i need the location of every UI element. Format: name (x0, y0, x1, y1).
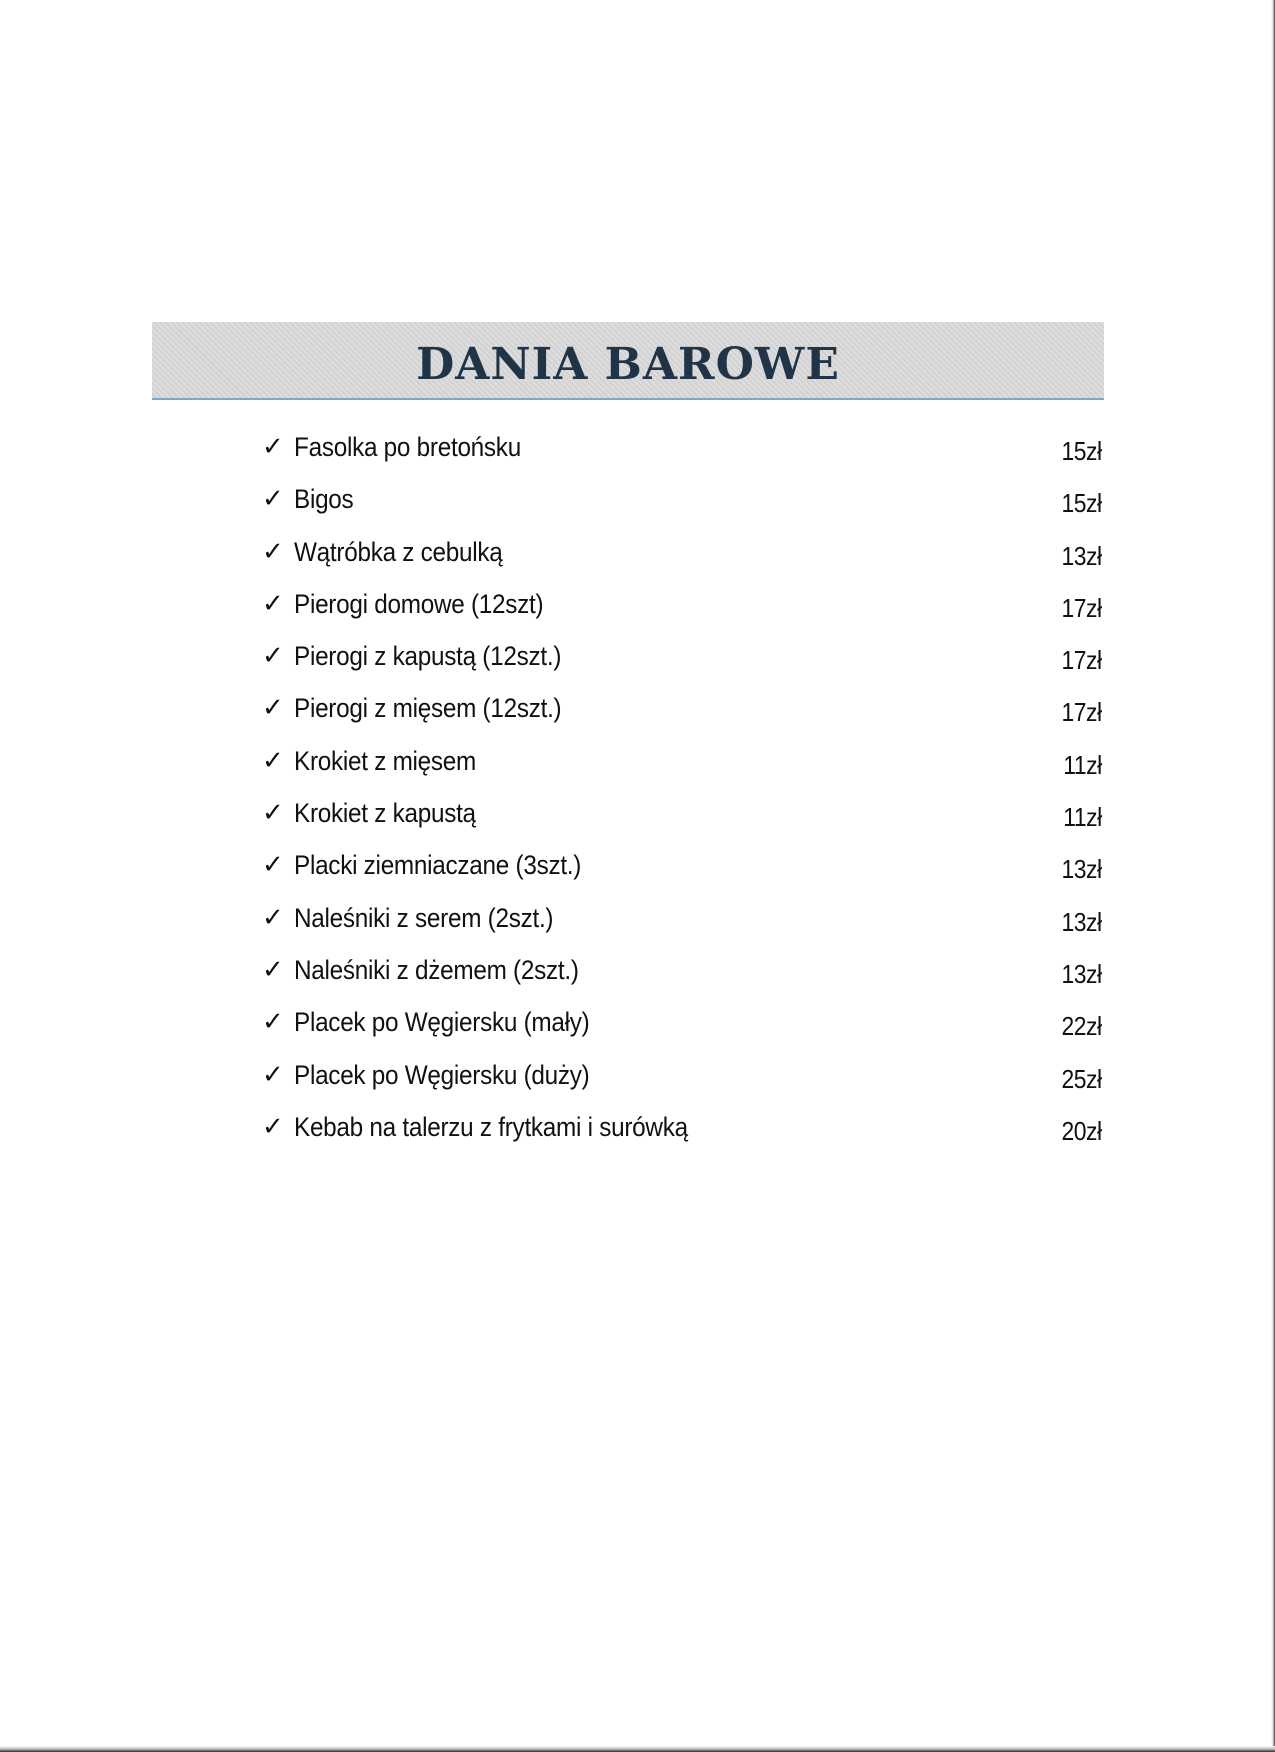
scan-edge-bottom (0, 1746, 1275, 1752)
check-icon: ✓ (262, 954, 284, 985)
item-price: 11zł (1063, 749, 1102, 780)
check-icon: ✓ (262, 745, 284, 776)
item-name: Fasolka po bretońsku (294, 432, 521, 462)
check-icon: ✓ (262, 1059, 284, 1090)
item-name: Naleśniki z dżemem (2szt.) (294, 954, 579, 985)
item-price: 25zł (1061, 1063, 1102, 1094)
check-icon: ✓ (262, 798, 284, 829)
page-title: DANIA BAROWE (416, 338, 840, 390)
check-icon: ✓ (262, 641, 284, 672)
list-item (262, 1110, 1102, 1162)
list-item (262, 587, 1102, 639)
check-icon: ✓ (262, 1007, 284, 1038)
list-item (262, 691, 1102, 743)
item-name: Bigos (294, 484, 354, 515)
check-icon: ✓ (262, 1111, 284, 1142)
check-icon: ✓ (262, 432, 284, 462)
item-price: 13zł (1061, 854, 1102, 885)
item-name: Pierogi z mięsem (12szt.) (294, 693, 562, 724)
list-item (262, 1058, 1102, 1110)
item-name: Naleśniki z serem (2szt.) (294, 902, 554, 933)
item-name: Pierogi z kapustą (12szt.) (294, 641, 562, 672)
list-item (262, 1005, 1102, 1057)
list-item (262, 482, 1102, 534)
item-price: 13zł (1061, 540, 1102, 571)
list-item (262, 639, 1102, 691)
item-price: 17zł (1061, 697, 1102, 728)
list-item (262, 796, 1102, 848)
title-band (152, 322, 1104, 400)
item-price: 11zł (1063, 802, 1102, 833)
list-item (262, 430, 1102, 482)
item-name: Krokiet z kapustą (294, 798, 476, 829)
check-icon: ✓ (262, 536, 284, 567)
item-name: Placek po Węgiersku (mały) (294, 1007, 590, 1038)
scan-edge-right (1271, 0, 1275, 1752)
list-item (262, 535, 1102, 587)
item-name: Placki ziemniaczane (3szt.) (294, 850, 582, 881)
item-price: 13zł (1061, 906, 1102, 937)
check-icon: ✓ (262, 588, 284, 619)
menu-list (262, 430, 1102, 1162)
check-icon: ✓ (262, 693, 284, 724)
list-item (262, 901, 1102, 953)
check-icon: ✓ (262, 484, 284, 515)
item-price: 13zł (1061, 958, 1102, 989)
item-name: Pierogi domowe (12szt) (294, 588, 544, 619)
list-item (262, 848, 1102, 900)
item-name: Wątróbka z cebulką (294, 536, 503, 567)
item-price: 17zł (1061, 645, 1102, 676)
list-item (262, 953, 1102, 1005)
item-name: Kebab na talerzu z frytkami i surówką (294, 1111, 688, 1142)
item-price: 20zł (1061, 1115, 1102, 1146)
item-price: 15zł (1061, 488, 1102, 519)
list-item (262, 744, 1102, 796)
item-price: 17zł (1061, 592, 1102, 623)
item-name: Placek po Węgiersku (duży) (294, 1059, 590, 1090)
item-price: 15zł (1061, 436, 1102, 466)
check-icon: ✓ (262, 902, 284, 933)
item-name: Krokiet z mięsem (294, 745, 477, 776)
check-icon: ✓ (262, 850, 284, 881)
item-price: 22zł (1061, 1011, 1102, 1042)
